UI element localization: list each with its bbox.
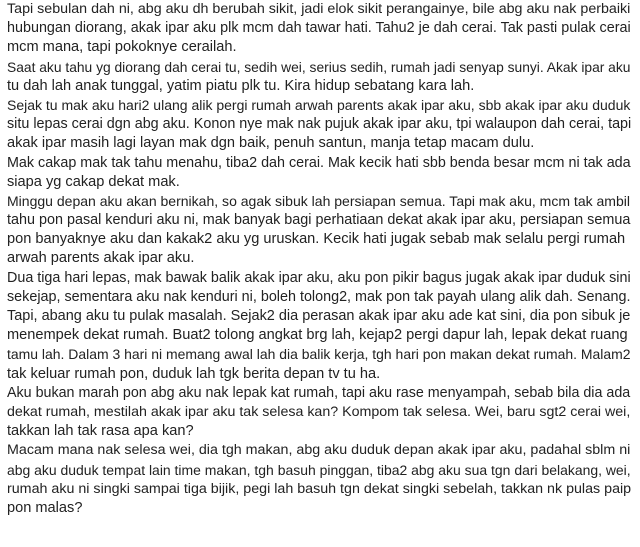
paragraph bbox=[7, 96, 634, 154]
text-line: Saat aku tahu yg diorang dah cerai tu, sedih wei, serius sedih, rumah jadi senyap sunyi. Akak ipar aku bbox=[7, 58, 631, 75]
text-line: tahu pon pasal kenduri aku ni, mak banyak bagi perhatiaan dekat akak ipar aku, persiapan semua bbox=[7, 212, 631, 229]
text-line: takkan lah tak rasa apa kan? bbox=[7, 423, 194, 440]
text-line: Tapi, abang aku tu pulak masalah. Sejak2 dia perasan akak ipar aku ade kat sini, dia pon sibuk je bbox=[7, 308, 631, 324]
text-line: Minggu depan aku akan bernikah, so agak sibuk lah persiapan semua. Tapi mak aku, mcm tak ambil bbox=[7, 192, 631, 209]
paragraph bbox=[7, 192, 634, 269]
paragraph bbox=[7, 58, 634, 96]
paragraph bbox=[7, 154, 634, 192]
text-line: siapa yg cakap dekat mak. bbox=[7, 173, 180, 190]
text-line: dekat rumah, mestilah akak ipar aku tak selesa kan? Kompom tak selesa. Wei, baru sgt2 cerai wei, bbox=[7, 403, 631, 420]
text-line: mcm mana, tapi pokoknye cerailah. bbox=[7, 39, 237, 56]
paragraph bbox=[7, 441, 634, 518]
text-line: situ lepas cerai dgn abg aku. Konon nye mak nak pujuk akak ipar aku, tpi walaupon dah cerai, tapi bbox=[7, 116, 632, 133]
text-line: rumah aku ni singki sampai tiga bijik, pegi lah basuh tgn dekat singki sebelah, takkan nk pulas paip bbox=[7, 480, 632, 497]
text-line: tu dah lah anak tunggal, yatim piatu plk tu. Kira hidup sebatang kara lah. bbox=[7, 77, 475, 94]
text-line: abg aku duduk tempat lain time makan, tgh basuh pinggan, tiba2 abg aku sua tgn dari belakang, wei, bbox=[7, 461, 631, 478]
text-line: akak ipar masih lagi layan mak dgn baik, penuh santun, manja tetap macam dulu. bbox=[7, 135, 535, 152]
text-line: arwah parents akak ipar aku. bbox=[7, 250, 195, 267]
paragraph bbox=[7, 384, 634, 442]
text-line: hubungan diorang, akak ipar aku plk mcm dah tawar hati. Tahu2 je dah cerai. Tak pasti pulak cerai bbox=[7, 20, 631, 37]
text-line: tak keluar rumah pon, duduk lah tgk berita depan tv tu ha. bbox=[7, 365, 381, 382]
text-line: Dua tiga hari lepas, mak bawak balik akak ipar aku, aku pon pikir bagus jugak akak ipar duduk sini bbox=[7, 269, 631, 286]
text-line: tamu lah. Dalam 3 hari ni memang awal lah dia balik kerja, tgh hari pon makan dekat rumah. Malam2 bbox=[7, 346, 631, 363]
text-line: Tapi sebulan dah ni, abg aku dh berubah sikit, jadi elok sikit perangainye, bile abg aku nak perbaiki bbox=[7, 1, 631, 17]
text-line: pon malas? bbox=[7, 499, 83, 516]
paragraph bbox=[7, 307, 634, 384]
text-line: Sejak tu mak aku hari2 ulang alik pergi rumah arwah parents akak ipar aku, sbb akak ipar aku duduk bbox=[7, 96, 631, 113]
text-line: Mak cakap mak tak tahu menahu, tiba2 dah cerai. Mak kecik hati sbb benda besar mcm ni tak ada bbox=[7, 154, 631, 171]
paragraph bbox=[7, 269, 634, 307]
text-line: Macam mana nak selesa wei, dia tgh makan, abg aku duduk depan akak ipar aku, padahal sblm ni bbox=[7, 442, 631, 459]
text-line: menempek dekat rumah. Buat2 tolong angkat brg lah, kejap2 pergi dapur lah, lepak dekat ruang bbox=[7, 327, 628, 344]
text-line: sekejap, sementara aku nak kenduri ni, boleh tolong2, mak pon tak payah ulang alik dah. Senang. bbox=[7, 288, 631, 305]
text-line: pon banyaknye aku dan kakak2 aku yg uruskan. Kecik hati jugak sebab mak selalu pergi rumah bbox=[7, 231, 626, 248]
paragraph bbox=[7, 0, 634, 58]
text-line: Aku bukan marah pon abg aku nak lepak kat rumah, tapi aku rase menyampah, sebab bila dia ada bbox=[7, 384, 631, 401]
